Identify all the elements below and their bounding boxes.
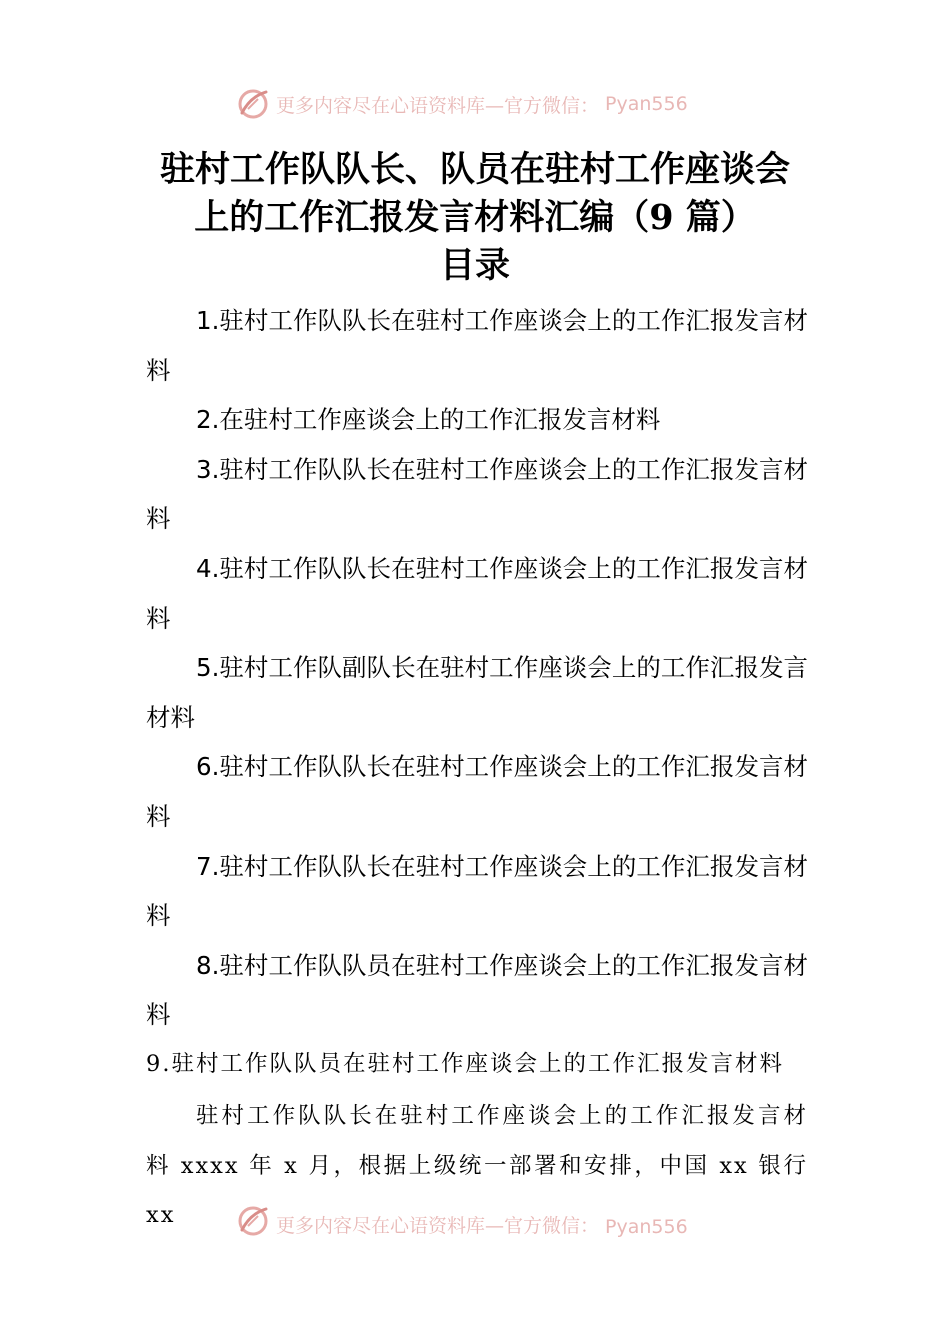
watermark-text: 更多内容尽在心语资料库—官方微信：: [276, 1215, 600, 1237]
toc-item: 3.驻村工作队队长在驻村工作座谈会上的工作汇报发言材料: [146, 454, 808, 534]
table-of-contents: [146, 296, 808, 1090]
brush-stroke-logo-icon: [236, 1206, 270, 1238]
toc-heading: 目录: [439, 245, 510, 286]
toc-item: 8.驻村工作队队员在驻村工作座谈会上的工作汇报发言材料: [146, 950, 808, 1030]
title-line-2: 上的工作汇报发言材料汇编（9 篇）: [194, 197, 756, 238]
toc-item: 6.驻村工作队队长在驻村工作座谈会上的工作汇报发言材料: [146, 752, 808, 831]
document-title: [140, 146, 810, 242]
toc-item: 1.驻村工作队队长在驻村工作座谈会上的工作汇报发言材料: [146, 306, 808, 385]
toc-item: 7.驻村工作队队长在驻村工作座谈会上的工作汇报发言材料: [146, 851, 808, 931]
title-line-1: 驻村工作队队长、队员在驻村工作座谈会: [159, 149, 790, 190]
footer-watermark: [236, 1206, 688, 1238]
watermark-id: Pyan556: [605, 1216, 688, 1238]
header-watermark: [236, 86, 688, 122]
body-paragraph: 驻村工作队队长在驻村工作座谈会上的工作汇报发言材料 xxxx 年 x 月，根据上级统一部署和安排，中国 xx 银行 xx: [146, 1103, 808, 1229]
toc-item: 4.驻村工作队队长在驻村工作座谈会上的工作汇报发言材料: [146, 553, 808, 633]
toc-item: 9.驻村工作队队员在驻村工作座谈会上的工作汇报发言材料: [146, 1050, 784, 1077]
watermark-id: Pyan556: [605, 93, 688, 115]
brush-stroke-logo-icon: [236, 87, 270, 121]
watermark-text: 更多内容尽在心语资料库—官方微信：: [276, 94, 600, 117]
toc-item: 2.在驻村工作座谈会上的工作汇报发言材料: [196, 405, 661, 435]
toc-item: 5.驻村工作队副队长在驻村工作座谈会上的工作汇报发言材料: [146, 653, 808, 732]
